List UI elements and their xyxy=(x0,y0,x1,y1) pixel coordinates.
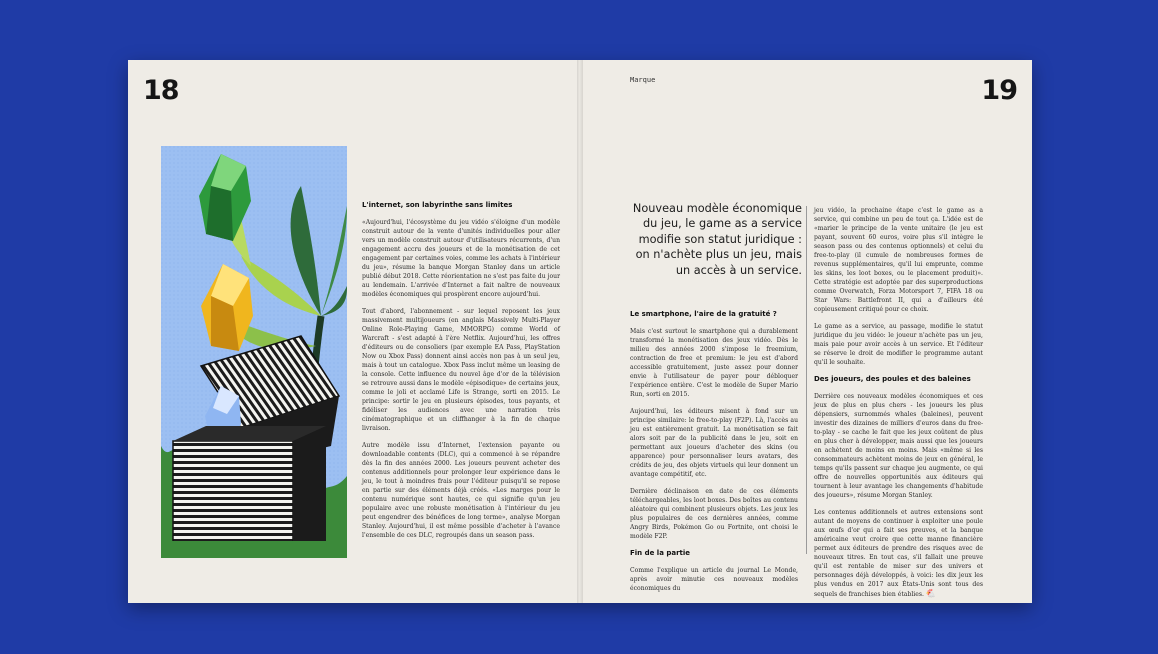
paragraph: Comme l'explique un article du journal Le Monde, après avoir minutie ces nouveaux modèles économiques du xyxy=(630,567,798,592)
illustration-art xyxy=(161,146,347,558)
illustration xyxy=(161,146,347,558)
section-heading-fin: Fin de la partie xyxy=(630,549,691,557)
page-number-right: 19 xyxy=(981,75,1017,106)
paragraph: Aujourd'hui, les éditeurs misent à fond sur un principe similaire: le free-to-play (F2P). Là, l'accès au jeu est entièrement gratuit. La monétisation se fait alors soit par de la publicité dans le jeu, soit en permettant aux joueurs d'acheter des skins (ou apparence) pour personnaliser leurs avatars, des crédits de jeu, des objets virtuels qui leur donnent un avantage compétitif, etc. xyxy=(630,408,798,478)
page-number-left: 18 xyxy=(143,75,179,106)
paragraph: Dernière déclinaison en date de ces éléments téléchargeables, les loot boxes. Des boîtes au contenu aléatoire qui combinent plusieurs objets. Les jeux les plus populaires de ces dernières années, comme Angry Birds, Pokémon Go ou Fortnite, ont choisi le modèle F2P. xyxy=(630,488,798,540)
paragraph: Le game as a service, au passage, modifie le statut juridique du jeu vidéo: le joueur n'achète pas un jeu, mais paie pour avoir accès à un service. Et l'éditeur se réserve le droit de modifier le programme autant qu'il le souhaite. xyxy=(814,323,983,366)
paragraph: Mais c'est surtout le smartphone qui a durablement transformé la monétisation des jeux vidéo. Dès le milieu des années 2000 s'impose le freemium, contraction de free et premium: le jeu est d'abord accessible gratuitement, juste assez pour donner envie à l'utilisateur de payer pour débloquer l'expérience entière. C'est le modèle de Super Mario Run, sorti en 2015. xyxy=(630,328,798,398)
magazine-spread xyxy=(128,60,1032,603)
page-gutter xyxy=(577,60,583,603)
column-rule xyxy=(806,206,807,554)
article-column-2 xyxy=(630,310,798,601)
paragraph: jeu vidéo, la prochaine étape c'est le game as a service, qui combine un peu de tout ça. L'idée est de «marier le principe de la vente unitaire (le jeu est payant, souvent 60 euros, voire plus s'il intègre le season pass ou des contenus optionnels) et celui du free-to-play (il cumule de nombreuses formes de revenus supplémentaires, qu'il lui emprunte, comme les skins, les loot boxes, ou le placement produit)». Cette stratégie est adoptée par des superproductions comme Overwatch, Forza Motorsport 7, FIFA 18 ou Star Wars: Battlefront II, qui a d'ailleurs été copieusement critiqué pour ce choix. xyxy=(814,207,983,313)
section-heading-joueurs: Des joueurs, des poules et des baleines xyxy=(814,375,971,383)
paragraph: Autre modèle issu d'Internet, l'extension payante ou downloadable contents (DLC), qui a commencé à se répandre dès la fin des années 2000. Les joueurs peuvent acheter des contenus additionnels pour prolonger leur expérience dans le jeu, le tout à moindres frais pour l'éditeur puisqu'il se repose en partie sur des éléments déjà créés. «Les marges pour le contenu numérique sont hautes, ce qui signifie qu'un jeu populaire avec une robuste monétisation à l'intérieur du jeu peut engendrer des bénéfices de long terme», analyse Morgan Stanley. Aujourd'hui, il est même possible d'acheter à l'avance l'ensemble de ces DLC, regroupés dans un season pass. xyxy=(362,442,560,539)
paragraph: Derrière ces nouveaux modèles économiques et ces jeux de plus en plus chers - les joueurs les plus dépensiers, surnommés whales (baleines), peuvent investir des dizaines de milliers d'euros dans du free-to-play - se cache le fait que les jeux coûtent de plus en plus cher à développer, mais aussi que les joueurs en achètent de moins en moins. Mais «même si les consommateurs achètent moins de jeux en général, le temps qu'ils passent sur chaque jeu augmente, ce qui offre de nouvelles opportunités aux éditeurs qui tournent à leur avantage les changements d'habitude des joueurs», résume Morgan Stanley. xyxy=(814,393,983,499)
pull-quote: Nouveau modèle économique du jeu, le game as a service modifie son statut juridique : on n'achète plus un jeu, mais un accès à un service. xyxy=(632,202,802,277)
paragraph: Tout d'abord, l'abonnement - sur lequel reposent les jeux massivement multijoueurs (en anglais Massively Multi-Player Online Role-Playing Game, MMORPG) comme World of Warcraft - s'est adapté à l'ère Netflix. Aujourd'hui, les offres d'éditeurs ou de consoliers (par exemple EA Pass, PlayStation Now ou Xbox Pass) donnent ainsi accès non pas à un seul jeu, mais à tout un catalogue. Xbox Pass inclut même un leasing de la console. Cette influence du nouvel âge d'or de la télévision se retrouve aussi dans le modèle «épisodique» de certains jeux, comme le joli et acclamé Life is Strange, sorti en 2015. Le principe: sortir le jeu en plusieurs épisodes, tous payants, et fidéliser les audiences avec une narration très cinématographique et un cliffhanger à la fin de chaque livraison. xyxy=(362,308,560,432)
paragraph: «Aujourd'hui, l'écosystème du jeu vidéo s'éloigne d'un modèle construit autour de la vente d'unités individuelles pour aller vers un modèle construit autour d'utilisateurs récurrents, d'un engagement accru des joueurs et de la monétisation de cet engagement par certaines voies, comme les achats à l'intérieur du jeu», résume la banque Morgan Stanley dans un article publié début 2018. Cette réorientation ne s'est pas faite du jour au lendemain. L'arrivée d'Internet a fait naître de nouveaux modèles économiques qui prospèrent encore aujourd'hui. xyxy=(362,219,560,298)
article-column-1 xyxy=(362,201,560,548)
section-header: Marque xyxy=(630,76,656,84)
article-column-3 xyxy=(814,206,983,607)
chicken-end-icon: 🐔 xyxy=(925,589,936,598)
paragraph xyxy=(814,508,983,599)
section-heading-internet: L'internet, son labyrinthe sans limites xyxy=(362,201,513,209)
section-heading-smartphone: Le smartphone, l'aire de la gratuité ? xyxy=(630,310,777,318)
paragraph-text: Les contenus additionnels et autres extensions sont autant de moyens de continuer à exploiter une poule aux œufs d'or qui a fait ses preuves, et la banque américaine veut croire que cette manne financière permet aux éditeurs de prendre des risques avec de nouveaux titres. En tout cas, s'il fallait une preuve qu'il est rentable de miser sur des univers et personnages déjà développés, à voici: les dix jeux les plus vendus en 2017 aux États-Unis sont tous des sequels de franchises bien établies. xyxy=(814,509,983,598)
